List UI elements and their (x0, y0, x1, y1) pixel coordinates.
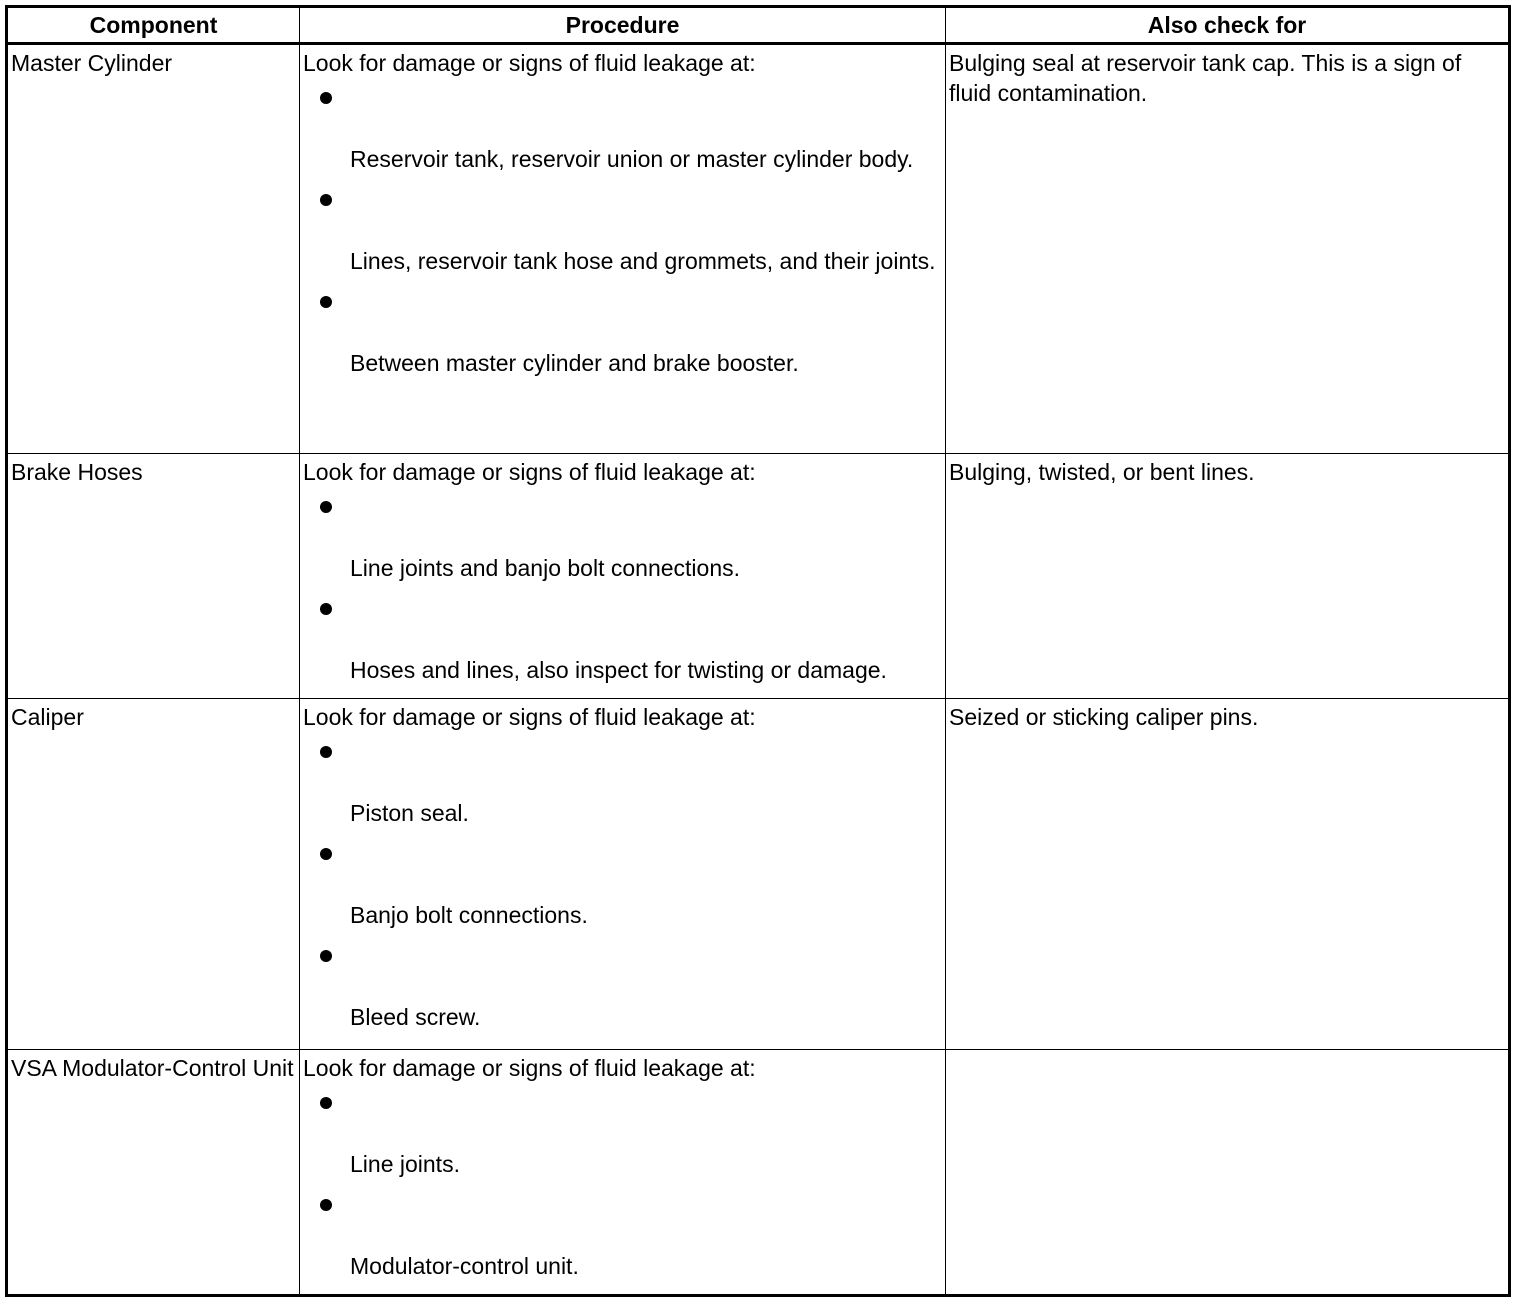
procedure-intro: Look for damage or signs of fluid leakage at: (303, 459, 756, 485)
list-item-text: Line joints. (350, 1151, 460, 1177)
list-item-text: Hoses and lines, also inspect for twisting or damage. (350, 657, 887, 683)
bullet-icon (320, 1097, 332, 1109)
component-name: Master Cylinder (11, 50, 173, 76)
header-also-check: Also check for (946, 7, 1510, 44)
bullet-icon (320, 501, 332, 513)
list-item-text: Banjo bolt connections. (350, 902, 588, 928)
procedure-cell (300, 1050, 946, 1296)
also-check-text: Bulging, twisted, or bent lines. (949, 459, 1255, 485)
bullet-icon (320, 950, 332, 962)
also-check-cell (946, 1050, 1510, 1296)
component-name: Caliper (11, 704, 84, 730)
brake-inspection-table (5, 5, 1511, 1297)
list-item (300, 296, 945, 384)
list-item (300, 194, 945, 282)
list-item-text: Line joints and banjo bolt connections. (350, 555, 741, 581)
list-item-text: Bleed screw. (350, 1004, 481, 1030)
list-item (300, 950, 945, 1038)
procedure-list (300, 92, 945, 384)
component-cell (7, 454, 300, 699)
procedure-intro: Look for damage or signs of fluid leakage at: (303, 1055, 756, 1081)
bullet-icon (320, 1199, 332, 1211)
list-item (300, 1199, 945, 1287)
inspection-table-container (5, 5, 1511, 1297)
table-row (7, 699, 1510, 1050)
bullet-icon (320, 296, 332, 308)
list-item-text: Modulator-control unit. (350, 1253, 579, 1279)
bullet-icon (320, 92, 332, 104)
bullet-icon (320, 603, 332, 615)
list-item (300, 603, 945, 691)
also-check-text (946, 1050, 1508, 1053)
header-component: Component (7, 7, 300, 44)
procedure-cell (300, 699, 946, 1050)
table-row (7, 1050, 1510, 1296)
also-check-cell (946, 44, 1510, 454)
list-item (300, 1097, 945, 1185)
also-check-text: Bulging seal at reservoir tank cap. This is a sign of fluid contamination. (949, 50, 1462, 106)
list-item-text: Lines, reservoir tank hose and grommets, and their joints. (350, 248, 936, 274)
component-name: Brake Hoses (11, 459, 143, 485)
procedure-intro: Look for damage or signs of fluid leakage at: (303, 50, 756, 76)
procedure-cell (300, 44, 946, 454)
list-item-text: Reservoir tank, reservoir union or master cylinder body. (350, 146, 914, 172)
list-item-text: Between master cylinder and brake booster. (350, 350, 799, 376)
procedure-list (300, 1097, 945, 1287)
also-check-cell (946, 699, 1510, 1050)
procedure-list (300, 746, 945, 1038)
bullet-icon (320, 848, 332, 860)
procedure-list (300, 501, 945, 691)
component-cell (7, 1050, 300, 1296)
bullet-icon (320, 746, 332, 758)
table-row (7, 44, 1510, 454)
list-item (300, 501, 945, 589)
component-cell (7, 44, 300, 454)
list-item-text: Piston seal. (350, 800, 469, 826)
list-item (300, 848, 945, 936)
also-check-cell (946, 454, 1510, 699)
list-item (300, 746, 945, 834)
table-header-row (7, 7, 1510, 44)
component-cell (7, 699, 300, 1050)
list-item (300, 92, 945, 180)
bullet-icon (320, 194, 332, 206)
also-check-text: Seized or sticking caliper pins. (949, 704, 1259, 730)
header-procedure: Procedure (300, 7, 946, 44)
procedure-cell (300, 454, 946, 699)
procedure-intro: Look for damage or signs of fluid leakage at: (303, 704, 756, 730)
table-row (7, 454, 1510, 699)
component-name: VSA Modulator-Control Unit (11, 1055, 294, 1081)
